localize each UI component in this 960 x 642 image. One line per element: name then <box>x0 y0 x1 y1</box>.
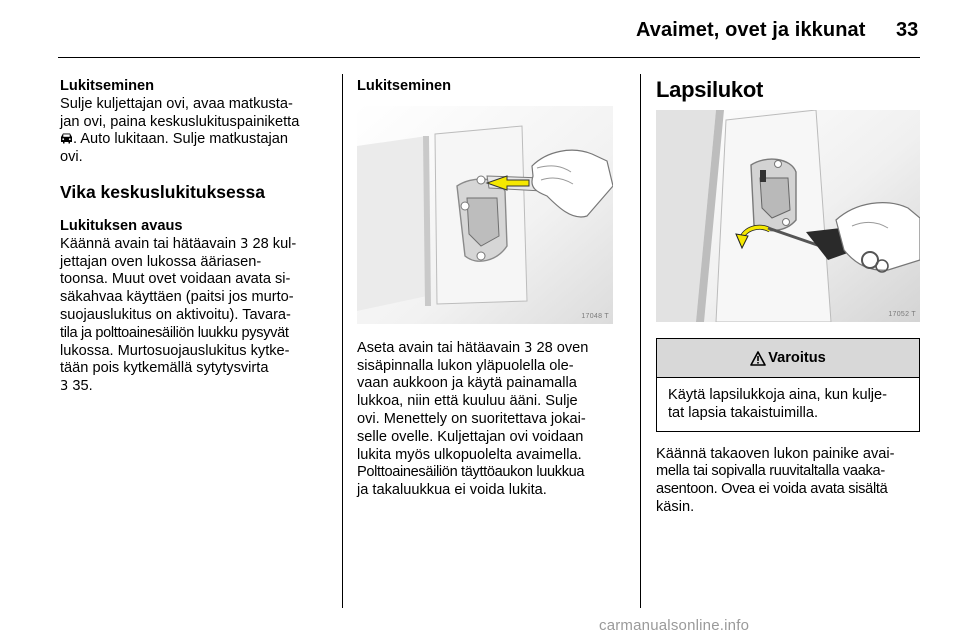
warning-box <box>656 338 920 432</box>
column-3 <box>656 76 922 517</box>
warning-title: Varoitus <box>768 350 826 366</box>
paragraph-locking: Aseta avain tai hätäavain 3 28 oven sisäpinnalla lukon yläpuolella ole- vaan aukkoon ja käytä painamalla lukkoa, niin että kuuluu ääni. Sulje ovi. Menettely on suoritettava jokai- selle ovelle. Kuljettajan ovi voidaan lukita myös ulkopuolelta avaimella. Polttoainesäiliön täyttöaukon luukkua ja takaluukkua ei voida lukita. <box>357 339 589 499</box>
paragraph-unlocking: Käännä avain tai hätäavain 3 28 kul- jettajan oven lukossa ääriasen- toonsa. Muut ovet voidaan avata si- säkahvaa käyttäen (paitsi jos murto- suojauslukitus on aktivoitu). Tavara- tila ja polttoainesäiliön luukku pysyvät lukossa. Murtosuojauslukitus kytke- tään pois kytkemällä sytytysvirta 3 35. <box>60 235 297 395</box>
column-divider <box>342 74 343 608</box>
subheading-unlocking: Lukituksen avaus <box>60 217 183 234</box>
crossref-icon: 3 <box>524 340 533 356</box>
paragraph-central-lock: Sulje kuljettajan ovi, avaa matkusta- jan ovi, paina keskuslukituspainiketta . Auto lukitaan. Sulje matkustajan ovi. <box>60 95 300 166</box>
warning-header <box>657 339 919 378</box>
figure-code: 17052 T <box>888 311 916 318</box>
column-1 <box>60 78 330 396</box>
subheading-locking: Lukitseminen <box>357 78 452 94</box>
door-lock-drawing <box>357 106 613 324</box>
heading-central-lock-fault: Vika keskuslukituksessa <box>60 181 265 202</box>
column-divider <box>640 74 641 608</box>
header-rule <box>58 57 920 58</box>
heading-child-locks: Lapsilukot <box>656 77 764 102</box>
door-lock-illustration <box>357 106 613 324</box>
crossref-icon: 3 <box>60 379 69 395</box>
warning-body: Käytä lapsilukkoja aina, kun kulje- tat lapsia takaistuimilla. <box>668 387 888 421</box>
child-lock-illustration <box>656 110 920 322</box>
warning-triangle-icon <box>750 351 766 366</box>
child-lock-drawing <box>656 110 920 322</box>
page-header-title: Avaimet, ovet ja ikkunat <box>636 19 866 41</box>
page-number: 33 <box>896 19 919 41</box>
crossref-icon: 3 <box>240 236 249 252</box>
subheading-lukitseminen: Lukitseminen <box>60 78 155 94</box>
central-lock-button-icon <box>60 131 73 147</box>
figure-code: 17048 T <box>581 312 609 320</box>
column-2 <box>357 78 629 500</box>
paragraph-child-lock: Käännä takaoven lukon painike avai- mella tai sopivalla ruuvitaltalla vaaka- asentoon. Ovea ei voida avata sisältä käsin. <box>656 445 895 515</box>
watermark: carmanualsonline.info <box>599 617 750 634</box>
